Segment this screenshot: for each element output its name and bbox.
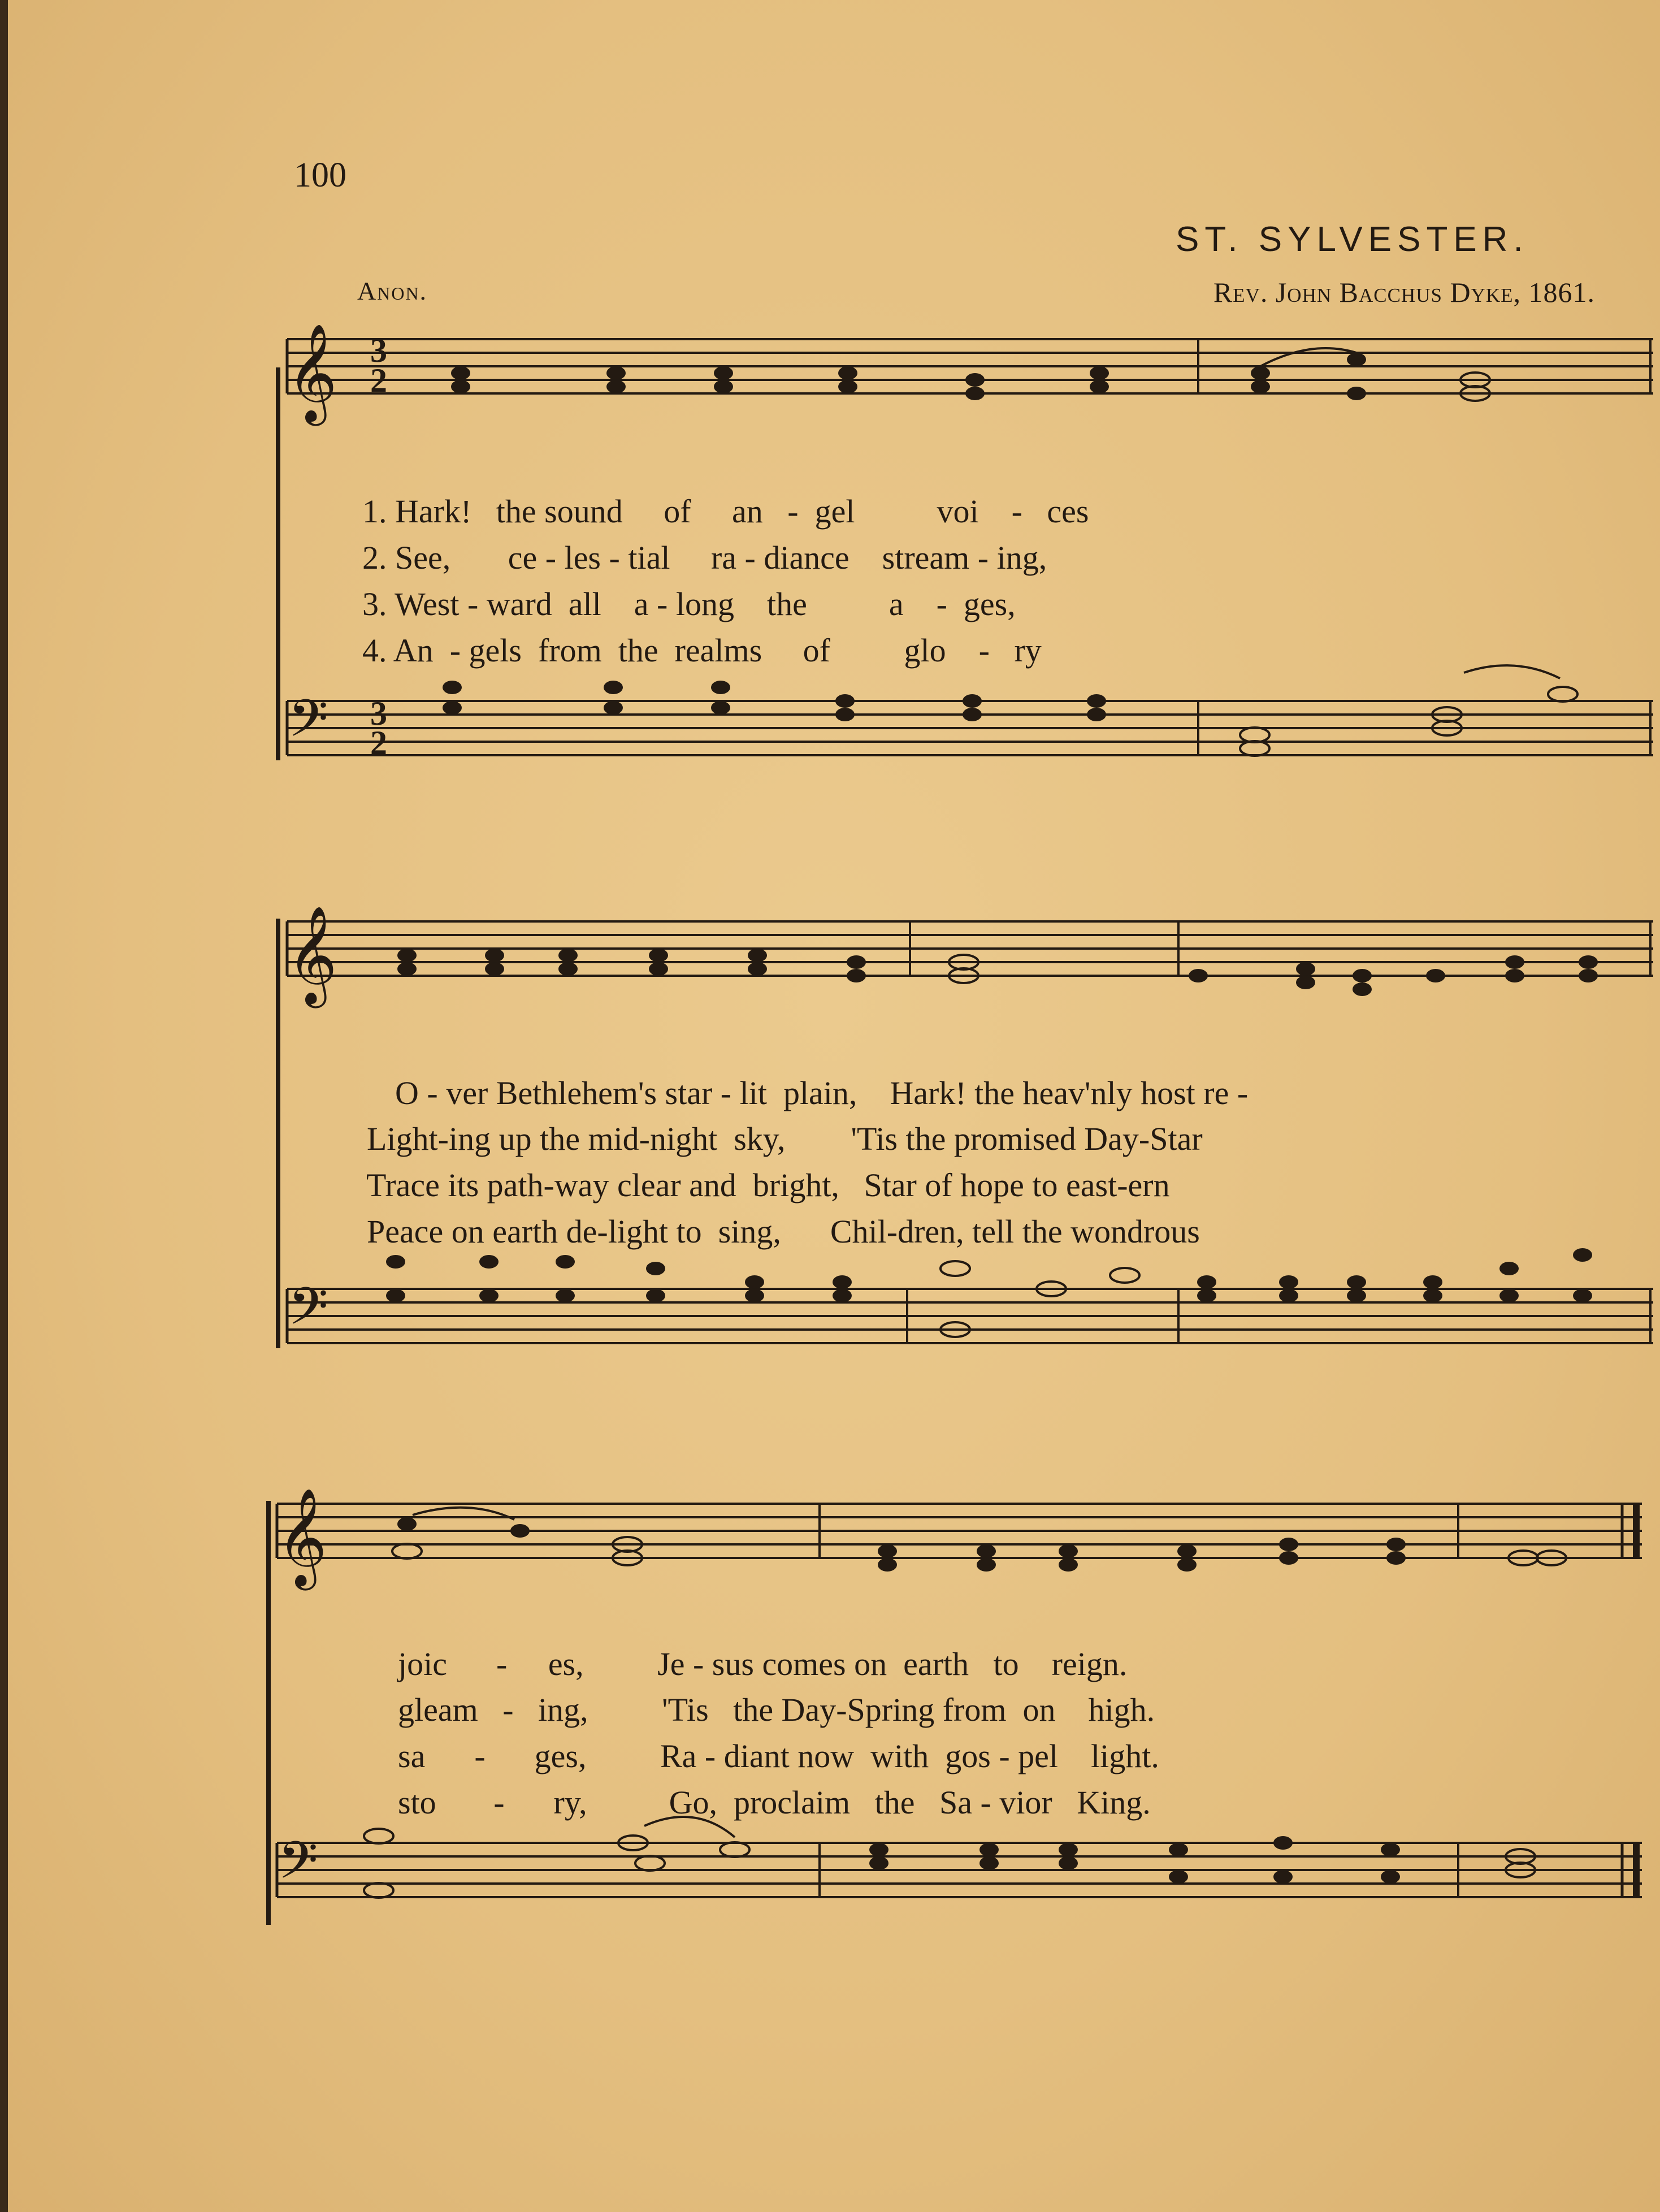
system-1-verse-4: 4. An - gels from the realms of glo - ry <box>362 632 1042 669</box>
time-signature-top: 3 <box>370 332 387 369</box>
system-3-verse-2: gleam - ing, 'Tis the Day-Spring from on high. <box>398 1691 1155 1728</box>
svg-text:𝄞: 𝄞 <box>277 1488 327 1586</box>
system-2-verse-2: Light-ing up the mid-night sky, 'Tis the promised Day-Star <box>367 1120 1203 1157</box>
system-1-verse-2: 2. See, ce - les - tial ra - diance stream - ing, <box>362 539 1047 576</box>
system-2-verse-1: O - ver Bethlehem's star - lit plain, Hark! the heav'nly host re - <box>395 1075 1249 1111</box>
time-signature-bottom: 2 <box>370 362 387 399</box>
system-1-verse-3: 3. West - ward all a - long the a - ges, <box>362 586 1016 622</box>
bass-clef-icon: 𝄢 <box>288 689 328 761</box>
lyricist-credit: Anon. <box>357 276 428 305</box>
svg-text:2: 2 <box>370 724 387 761</box>
svg-text:𝄢: 𝄢 <box>278 1830 318 1903</box>
page-number: 100 <box>294 156 346 194</box>
system-1-verse-1: 1. Hark! the sound of an - gel voi - ces <box>362 493 1089 530</box>
system-2-verse-3: Trace its path-way clear and bright, Star of hope to east-ern <box>366 1167 1170 1204</box>
system-3-verse-4: sto - ry, Go, proclaim the Sa - vior King. <box>398 1784 1151 1821</box>
system-3-verse-3: sa - ges, Ra - diant now with gos - pel light. <box>398 1738 1159 1774</box>
tune-name: ST. SYLVESTER. <box>1176 220 1529 259</box>
svg-text:𝄢: 𝄢 <box>288 1276 328 1349</box>
treble-clef-icon: 𝄞 <box>287 323 337 422</box>
composer-credit: Rev. John Bacchus Dyke, 1861. <box>1213 276 1595 308</box>
system-2-verse-4: Peace on earth de-light to sing, Chil-dren, tell the wondrous <box>367 1213 1200 1250</box>
system-3-verse-1: joic - es, Je - sus comes on earth to reign. <box>398 1646 1128 1682</box>
svg-text:𝄞: 𝄞 <box>287 906 337 1004</box>
svg-text:3: 3 <box>370 695 387 732</box>
